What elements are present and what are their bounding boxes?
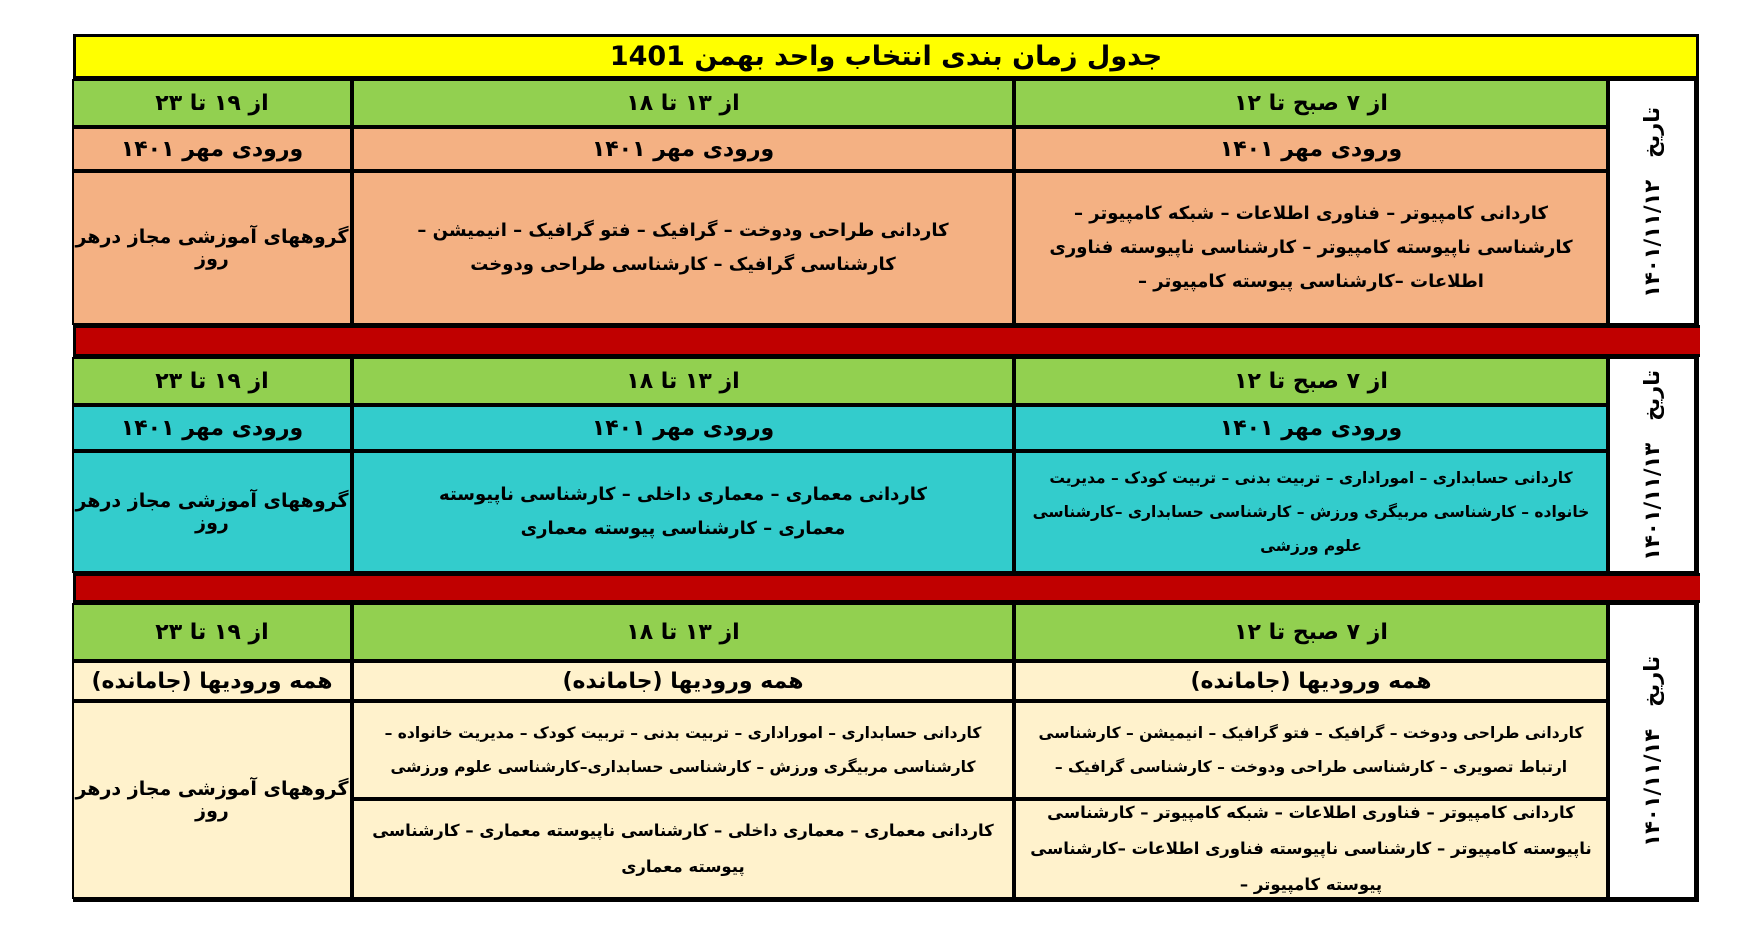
groups-morning: کاردانی حسابداری – اموراداری – تربیت بدنی – تربیت کودک – مدیریت خانواده – کارشناسی مربیگری ورزش – کارشناسی حسابداری –کارشناسی علوم ورزشی bbox=[1014, 451, 1608, 573]
entry-evening: ورودی مهر ۱۴۰۱ bbox=[72, 405, 352, 451]
slot-afternoon: از ۱۳ تا ۱۸ bbox=[352, 603, 1014, 661]
entry-afternoon: ورودی مهر ۱۴۰۱ bbox=[352, 405, 1014, 451]
groups-allowed-label: گروههای آموزشی مجاز درهر روز bbox=[72, 171, 352, 325]
entry-morning: همه ورودیها (جامانده) bbox=[1014, 661, 1608, 701]
slot-evening: از ۱۹ تا ۲۳ bbox=[72, 603, 352, 661]
groups-morning-computer: کاردانی کامپیوتر – فناوری اطلاعات – شبکه کامپیوتر – کارشناسی ناپیوسته کامپیوتر – کارشناسی ناپیوسته فناوری اطلاعات –کارشناسی پیوسته کامپیوتر – bbox=[1014, 799, 1608, 899]
day-block-2 bbox=[76, 357, 1696, 573]
date-cell bbox=[1608, 603, 1696, 899]
slot-evening: از ۱۹ تا ۲۳ bbox=[72, 357, 352, 405]
entry-evening: همه ورودیها (جامانده) bbox=[72, 661, 352, 701]
day-block-3 bbox=[76, 603, 1696, 899]
date-prefix: تاریخ bbox=[1640, 106, 1664, 158]
date-value: ۱۴۰۱/۱۱/۱۴ bbox=[1640, 728, 1664, 847]
entry-morning: ورودی مهر ۱۴۰۱ bbox=[1014, 127, 1608, 171]
slot-morning: از ۷ صبح تا ۱۲ bbox=[1014, 603, 1608, 661]
entry-afternoon: همه ورودیها (جامانده) bbox=[352, 661, 1014, 701]
date-value: ۱۴۰۱/۱۱/۱۳ bbox=[1640, 442, 1664, 561]
day-block-1 bbox=[76, 79, 1696, 325]
slot-afternoon: از ۱۳ تا ۱۸ bbox=[352, 357, 1014, 405]
slot-morning: از ۷ صبح تا ۱۲ bbox=[1014, 79, 1608, 127]
slot-morning: از ۷ صبح تا ۱۲ bbox=[1014, 357, 1608, 405]
slot-afternoon: از ۱۳ تا ۱۸ bbox=[352, 79, 1014, 127]
date-cell bbox=[1608, 357, 1696, 573]
date-prefix: تاریخ bbox=[1640, 369, 1664, 421]
groups-morning: کاردانی کامپیوتر – فناوری اطلاعات – شبکه کامپیوتر – کارشناسی ناپیوسته کامپیوتر – کارشناسی ناپیوسته فناوری اطلاعات –کارشناسی پیوسته کامپیوتر – bbox=[1014, 171, 1608, 325]
groups-afternoon: کاردانی طراحی ودوخت – گرافیک – فتو گرافیک – انیمیشن – کارشناسی گرافیک – کارشناسی طراحی ودوخت bbox=[352, 171, 1014, 325]
groups-afternoon: کاردانی معماری – معماری داخلی – کارشناسی ناپیوسته معماری – کارشناسی پیوسته معماری bbox=[352, 451, 1014, 573]
entry-afternoon: ورودی مهر ۱۴۰۱ bbox=[352, 127, 1014, 171]
separator-2 bbox=[76, 573, 1700, 603]
groups-allowed-label: گروههای آموزشی مجاز درهر روز bbox=[72, 451, 352, 573]
schedule-table bbox=[73, 34, 1699, 902]
date-prefix: تاریخ bbox=[1640, 655, 1664, 707]
table-title-bar bbox=[76, 37, 1696, 79]
separator-1 bbox=[76, 325, 1700, 357]
groups-allowed-label: گروههای آموزشی مجاز درهر روز bbox=[72, 701, 352, 899]
entry-morning: ورودی مهر ۱۴۰۱ bbox=[1014, 405, 1608, 451]
groups-morning-art: کاردانی طراحی ودوخت – گرافیک – فتو گرافیک – انیمیشن – کارشناسی ارتباط تصویری – کارشناسی طراحی ودوخت – کارشناسی گرافیک – bbox=[1014, 701, 1608, 799]
table-title: جدول زمان بندی انتخاب واحد بهمن 1401 bbox=[609, 41, 1163, 72]
entry-evening: ورودی مهر ۱۴۰۱ bbox=[72, 127, 352, 171]
groups-afternoon-architecture: کاردانی معماری – معماری داخلی – کارشناسی ناپیوسته معماری – کارشناسی پیوسته معماری bbox=[352, 799, 1014, 899]
groups-afternoon-accounting: کاردانی حسابداری – اموراداری – تربیت بدنی – تربیت کودک – مدیریت خانواده – کارشناسی مربیگری ورزش – کارشناسی حسابداری–کارشناسی علوم ورزشی bbox=[352, 701, 1014, 799]
slot-evening: از ۱۹ تا ۲۳ bbox=[72, 79, 352, 127]
date-value: ۱۴۰۱/۱۱/۱۲ bbox=[1640, 179, 1664, 298]
date-cell bbox=[1608, 79, 1696, 325]
